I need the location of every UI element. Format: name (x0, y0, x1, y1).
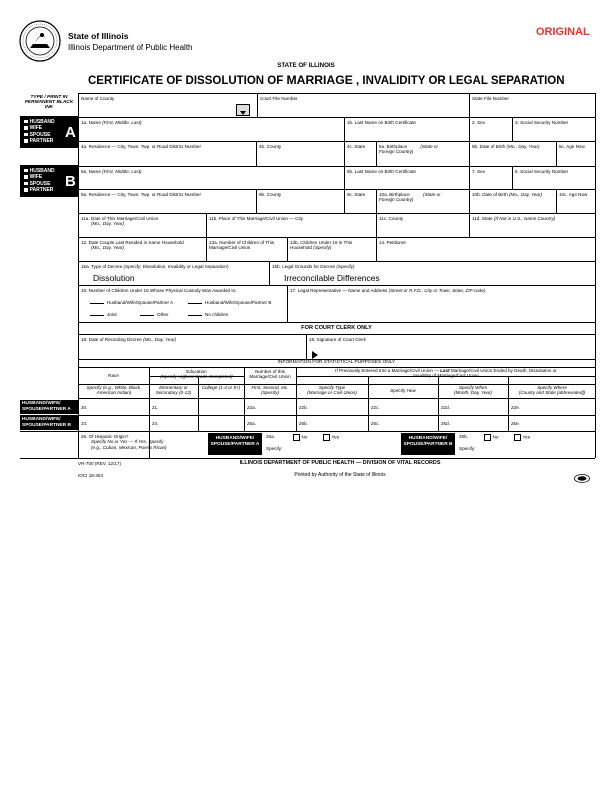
first-second-spec: First, Second, etc. (Specify) (251, 385, 289, 396)
field-16: 16. Number of Children Under 18 Whose Physical Custody Was Awarded to: (81, 288, 237, 293)
field-13b[interactable]: 13b. Children Under 18 in This Household (Specify) (290, 240, 353, 251)
race-header: Race (108, 373, 119, 378)
original-label: ORIGINAL (536, 26, 590, 38)
field-18[interactable]: 18. Date of Recording Decree (Mo., Day, Year) (81, 337, 177, 342)
field-5c[interactable]: 5c. Age Now (559, 144, 585, 149)
specify-how: Specify How (390, 388, 416, 393)
number-mu-header: Number of this Marriage/Civil Union (249, 369, 291, 380)
field-15a[interactable]: 15a. Type of Decree (Specify: Dissolution, Invalidity or Legal Separation) (81, 264, 229, 269)
field-9a[interactable]: 9a. Residence — City, Town, Twp. or Road District Number (81, 192, 201, 197)
field-25a[interactable]: 25a. (247, 421, 256, 426)
field-10a[interactable]: 10a. Birthplace (State or Foreign Country) (379, 192, 441, 203)
field-13a[interactable]: 13a. Number of Children of This Marriage/Civil Union (209, 240, 275, 251)
field-7[interactable]: 7. Sex (472, 169, 486, 174)
custody-option-joint[interactable]: Joint (90, 312, 117, 317)
custody-option-other[interactable]: Other (140, 312, 169, 317)
state-seal (19, 20, 61, 62)
custody-option-b[interactable]: Husband/Wife/Spouse/Partner B (188, 300, 271, 305)
page-title: CERTIFICATE OF DISSOLUTION OF MARRIAGE , INVALIDITY OR LEGAL SEPARATION (88, 73, 565, 87)
ink-instruction: TYPE / PRINT IN PERMANENT BLACK INK (24, 95, 74, 111)
field-23[interactable]: 23. (81, 421, 88, 426)
field-14[interactable]: 14. Petitioner (379, 240, 407, 245)
field-6b[interactable]: 6b. Last Name on Birth Certificate (347, 169, 416, 174)
footer-dept: ILLINOIS DEPARTMENT OF PUBLIC HEALTH — DIVISION OF VITAL RECORDS (239, 460, 441, 466)
field-5a[interactable]: 5a. Birthplace (State or Foreign Country) (379, 144, 438, 155)
hispanic-b-no[interactable]: No (484, 434, 498, 441)
field-19[interactable]: 19. Signature of Court Clerk (309, 337, 366, 342)
field-11c[interactable]: 11c. County (379, 216, 404, 221)
field-1b[interactable]: 1b. Last Name on Birth Certificate (347, 120, 416, 125)
state-upper: STATE OF ILLINOIS (277, 62, 335, 69)
row-b-label: HUSBAND/WIFE/ SPOUSE/PARTNER B (20, 416, 78, 430)
printed-by: Printed by Authority of the State of Illinois (294, 472, 386, 478)
hispanic-b-specify[interactable]: Specify: (459, 446, 476, 451)
hispanic-badge-a: HUSBAND/WIFE/ SPOUSE/PARTNER A (208, 433, 262, 455)
field-5b[interactable]: 5b. Date of Birth (Mo., Day, Year) (472, 144, 540, 149)
education-header: Education (Specify Highest Grade Completed) (160, 369, 233, 380)
field-4b[interactable]: 4b. County (259, 144, 282, 149)
custody-option-a[interactable]: Husband/Wife/Spouse/Partner A (90, 300, 173, 305)
hispanic-badge-b: HUSBAND/WIFE/ SPOUSE/PARTNER B (401, 433, 455, 455)
state-name: State of Illinois (68, 31, 129, 41)
field-4c[interactable]: 4c. State (347, 144, 366, 149)
hispanic-a-yes[interactable]: Yes (323, 434, 339, 441)
field-22d[interactable]: 22d. (441, 405, 450, 410)
field-25c[interactable]: 25c. (371, 421, 380, 426)
field-10c[interactable]: 10c. Age Now (559, 192, 588, 197)
field-12[interactable]: 12. Date Couple Last Resided in Same Household (Mo., Day, Year) (81, 240, 184, 251)
field-8[interactable]: 8. Social Security Number (515, 169, 569, 174)
prev-union-header: If Previously Entered Into a Marriage/Civil Union — Last Marriage/Civil Union Ended by Death, Dissolution or Invalidity of Marriage/Civil Union (335, 368, 557, 379)
field-10b[interactable]: 10b. Date of Birth (Mo., Day, Year) (472, 192, 543, 197)
hispanic-a-specify[interactable]: Specify: (266, 446, 283, 451)
legal-grounds-value[interactable]: Irreconcilable Differences (284, 273, 380, 283)
field-22b[interactable]: 22b. (299, 405, 308, 410)
race-spec: Specify (e.g., White, Black, American Indian) (86, 385, 142, 396)
field-26b: 26b. (459, 434, 468, 439)
form-number: VR-700 (REV. 12/17) (78, 461, 121, 466)
field-17[interactable]: 17. Legal Representative — Name and Address (Street or R.F.D., City or Town, State, ZIP code) (290, 288, 486, 293)
field-15b[interactable]: 15b. Legal Grounds for Decree (Specify) (272, 264, 355, 269)
field-6a[interactable]: 6a. Name (First, Middle, Last) (81, 169, 142, 174)
field-20[interactable]: 20. (81, 405, 88, 410)
union-bug-icon (574, 470, 590, 488)
county-dropdown[interactable] (236, 104, 250, 116)
field-26: 26. Of Hispanic Origin? Specify No or Yes — If Yes, Specify (e.g., Cuban, Mexican, Puerto Rican) (81, 434, 167, 450)
specify-when: Specify When (Month, Day, Year) (453, 385, 493, 396)
custody-option-none[interactable]: No children (188, 312, 228, 317)
field-25d[interactable]: 25d. (441, 421, 450, 426)
county-label: Name of County (81, 96, 115, 101)
state-file-label: State File Number (472, 96, 510, 101)
field-22a[interactable]: 22a. (247, 405, 256, 410)
hispanic-a-no[interactable]: No (293, 434, 307, 441)
row-a-label: HUSBAND/WIFE/ SPOUSE/PARTNER A (20, 400, 78, 414)
department-name: Illinois Department of Public Health (68, 43, 193, 52)
field-22e[interactable]: 22e. (511, 405, 520, 410)
spouse-a-label: HUSBAND WIFE SPOUSE PARTNER A (20, 116, 78, 148)
field-21[interactable]: 21. (152, 405, 159, 410)
field-22c[interactable]: 22c. (371, 405, 380, 410)
spouse-b-label: HUSBAND WIFE SPOUSE PARTNER B (20, 165, 78, 197)
field-25e[interactable]: 25e. (511, 421, 520, 426)
field-24[interactable]: 24. (152, 421, 159, 426)
field-26a: 26a. (266, 434, 275, 439)
decree-type-value[interactable]: Dissolution (93, 273, 135, 283)
specify-type: Specify Type (Marriage or Civil Union) (307, 385, 357, 396)
field-4a[interactable]: 4a. Residence — City, Town, Twp. or Road District Number (81, 144, 201, 149)
field-11b[interactable]: 11b. Place of This Marriage/Civil Union — City (209, 216, 304, 221)
court-clerk-header: FOR COURT CLERK ONLY (301, 325, 372, 331)
court-file-label: Court File Number (260, 96, 298, 101)
field-2[interactable]: 2. Sex (472, 120, 486, 125)
field-11d[interactable]: 11d. State (If Not in U.S., Name Country) (472, 216, 556, 221)
field-11a[interactable]: 11a. Date of This Marriage/Civil Union (Mo., Day, Year) (81, 216, 159, 227)
stats-header: INFORMATION FOR STATISTICAL PURPOSES ONLY (277, 360, 396, 365)
field-3[interactable]: 3. Social Security Number (515, 120, 569, 125)
field-1a[interactable]: 1a. Name (First, Middle, Last) (81, 120, 142, 125)
hispanic-b-yes[interactable]: Yes (514, 434, 530, 441)
field-9b[interactable]: 9b. County (259, 192, 282, 197)
specify-where: Specify Where (County and State [abbreviated]) (518, 385, 586, 396)
college-spec: College (1-4 or 5+) (201, 385, 241, 390)
ioci-number: IOCI 18-303 (78, 473, 104, 478)
field-9c[interactable]: 9c. State (347, 192, 366, 197)
field-25b[interactable]: 25b. (299, 421, 308, 426)
elementary-spec: Elementary or Secondary (0-12) (155, 385, 192, 396)
